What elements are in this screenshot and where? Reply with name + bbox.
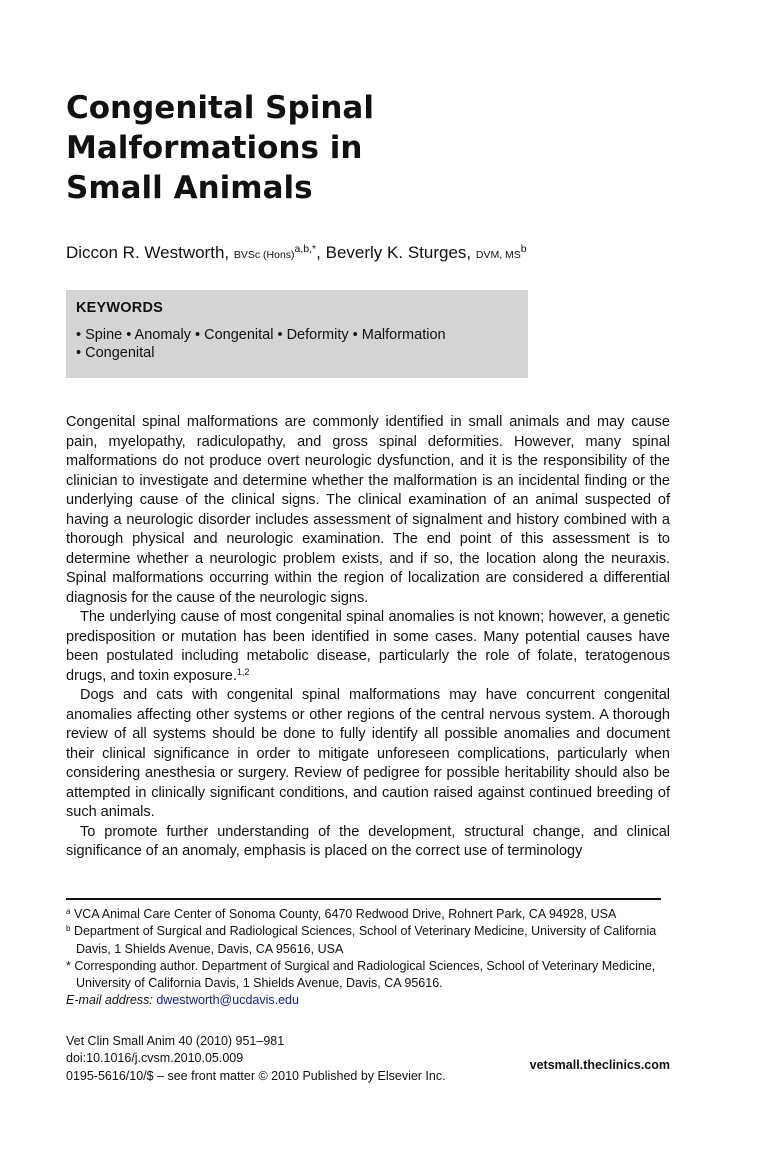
footnote-b (66, 923, 666, 958)
body-paragraph-2 (66, 608, 670, 686)
footnote-star-mark: * (66, 958, 71, 973)
title-line-3: Small Animals (66, 170, 313, 206)
keywords-box (66, 290, 528, 378)
author-1-name: Diccon R. Westworth, (66, 243, 230, 262)
journal-website[interactable]: vetsmall.theclinics.com (529, 1058, 670, 1072)
footnote-b-mark: b (66, 924, 71, 934)
keyword-item: Malformation (361, 327, 446, 343)
footnote-corresponding (66, 958, 666, 993)
author-2-name: Beverly K. Sturges, (325, 243, 472, 262)
keywords-list: • Spine • Anomaly • Congenital • Deformity • Malformation • Congenital (76, 327, 446, 361)
author-2-degree: DVM, MS (475, 249, 521, 261)
footnote-b-text: Department of Surgical and Radiological Sciences, School of Veterinary Medicine, University of California Davis, 1 Shields Avenue, Davis, CA 95616, USA (73, 924, 657, 956)
article-title (66, 88, 666, 208)
author-2-affiliation-mark: b (520, 243, 527, 255)
journal-citation: Vet Clin Small Anim 40 (2010) 951–981 (66, 1034, 285, 1048)
author-1-degree: BVSc (Hons) (233, 249, 295, 261)
title-line-2: Malformations in (66, 130, 363, 166)
footnote-a (66, 906, 666, 923)
email-line (66, 992, 666, 1009)
footnote-corresponding-text: Corresponding author. Department of Surgical and Radiological Sciences, School of Veterinary Medicine, University of California Davis, 1 Shields Avenue, Davis, CA 95616. (74, 958, 656, 991)
body-paragraph-3: Dogs and cats with congenital spinal malformations may have concurrent congenital anomalies affecting other systems or other regions of the central nervous system. A thorough review of all systems should be done to fully identify all possible anomalies and document their clinical significance in order to mitigate unforeseen complications, particularly when considering anesthesia or surgery. Review of pedigree for possible heritability should also be attempted in clinically significant conditions, and caution raised against continued breeding of such animals. (66, 687, 670, 820)
body-paragraph-2-text: The underlying cause of most congenital spinal anomalies is not known; however, a genetic predisposition or mutation has been identified in some cases. Many potential causes have been postulated including metabolic disease, particularly the role of folate, teratogenous drugs, and toxin exposure. (66, 609, 670, 684)
keyword-item: Deformity (286, 327, 349, 343)
keyword-item: Spine (85, 327, 123, 343)
keyword-item: Congenital (204, 327, 274, 343)
keyword-item: Anomaly (134, 327, 191, 343)
keyword-item: Congenital (85, 345, 155, 361)
citation-ref: 1,2 (236, 666, 250, 677)
footnotes (66, 906, 666, 1010)
author-separator: , (316, 243, 321, 262)
email-link[interactable]: dwestworth@ucdavis.edu (156, 993, 299, 1008)
journal-info (66, 1033, 670, 1085)
author-1-affiliation-marks: a,b,* (294, 243, 317, 255)
journal-issn: 0195-5616/10/$ – see front matter © 2010 Published by Elsevier Inc. (66, 1068, 446, 1083)
footnote-divider (66, 898, 661, 900)
keywords-heading: KEYWORDS (76, 300, 163, 316)
journal-doi: doi:10.1016/j.cvsm.2010.05.009 (66, 1051, 244, 1066)
body-paragraph-1: Congenital spinal malformations are commonly identified in small animals and may cause pain, myelopathy, radiculopathy, and gross spinal deformities. However, many spinal malformations do not produce overt neurologic dysfunction, and it is the responsibility of the clinician to investigate and determine whether the malformation is an incidental finding or the underlying cause of the clinical signs. The clinical examination of an animal suspected of having a neurologic disorder includes assessment of signalment and history combined with a thorough physical and neurologic examination. The end point of this assessment is to determine whether a neurologic problem exists, and if so, the location along the neuraxis. Spinal malformations occurring within the region of localization are considered a differential diagnosis for the cause of the neurologic signs. (66, 414, 670, 606)
footnote-a-text: VCA Animal Care Center of Sonoma County, 6470 Redwood Drive, Rohnert Park, CA 94928, USA (73, 907, 617, 921)
footnote-a-mark: a (66, 907, 71, 916)
title-line-1: Congenital Spinal (66, 90, 374, 126)
body-paragraph-4: To promote further understanding of the development, structural change, and clinical significance of an anomaly, emphasis is placed on the correct use of terminology (66, 823, 670, 859)
article-body (66, 413, 670, 862)
author-list (66, 242, 706, 266)
email-label: E-mail address: (66, 993, 153, 1008)
